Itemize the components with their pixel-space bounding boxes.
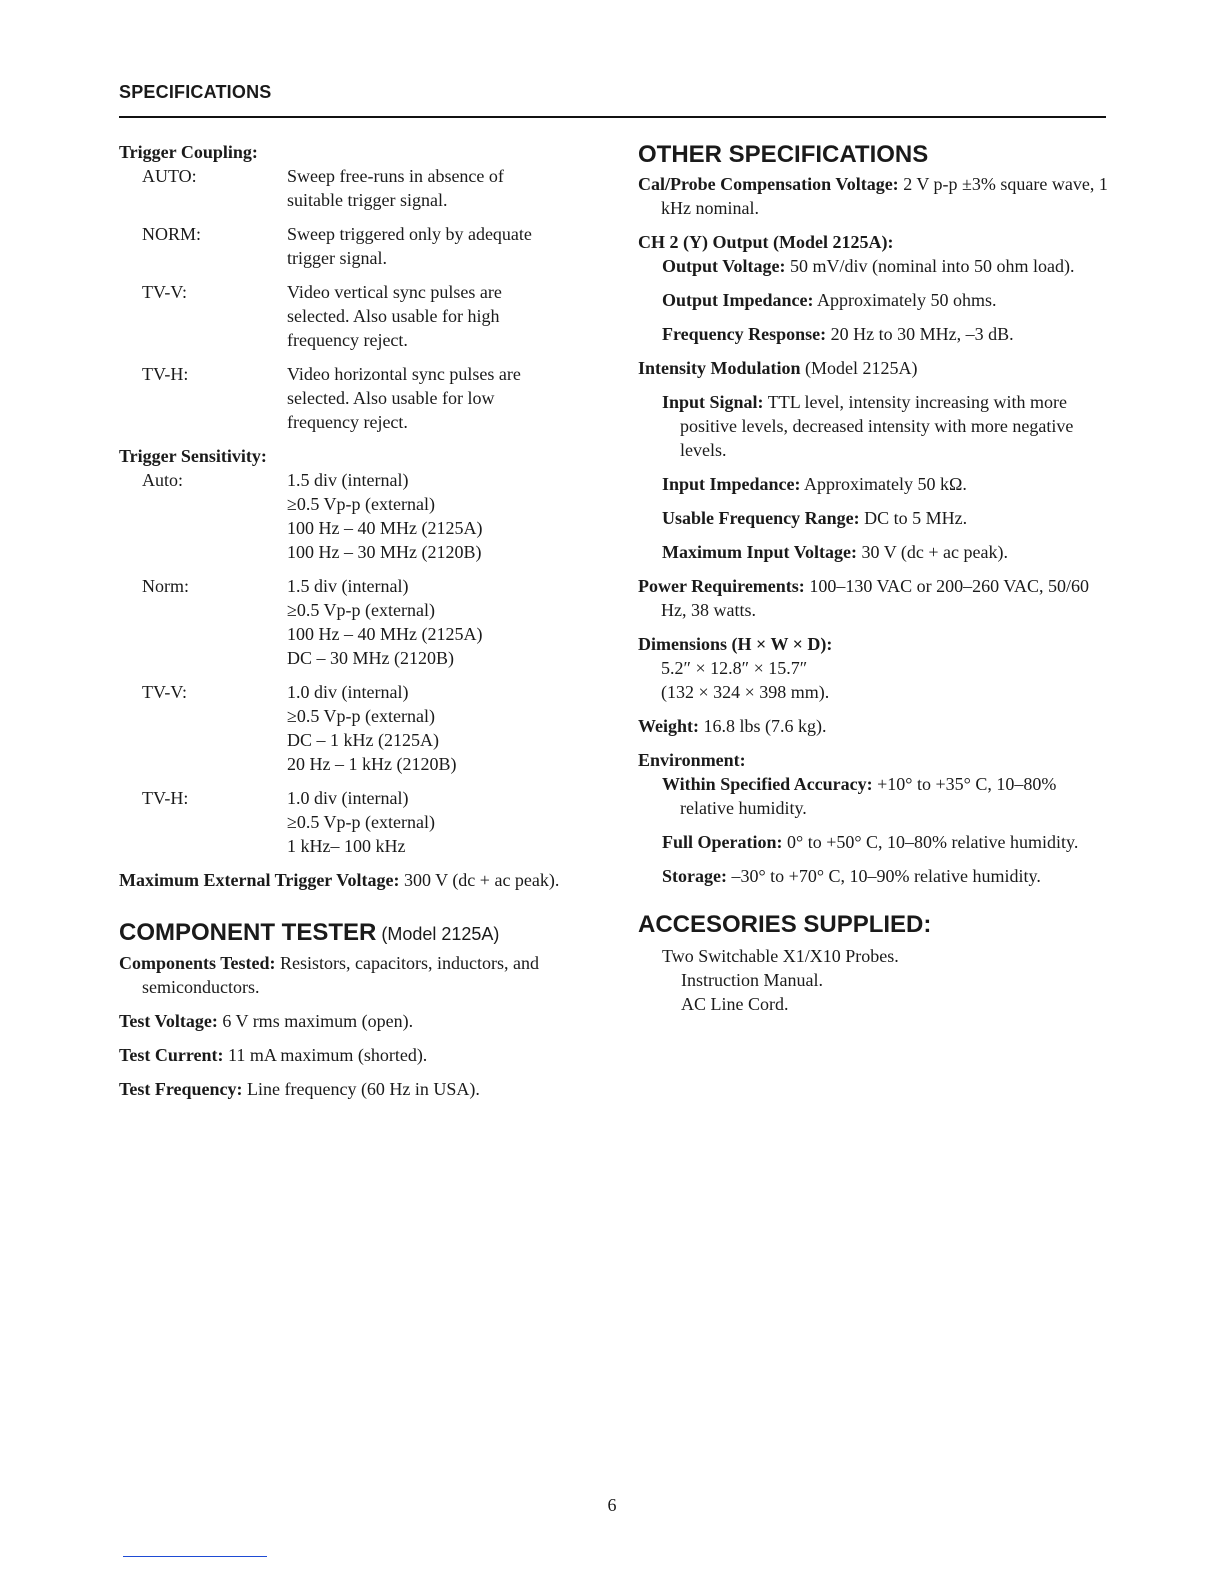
list-item: Two Switchable X1/X10 Probes. bbox=[662, 946, 899, 966]
trigger-sensitivity-section bbox=[119, 444, 599, 858]
row-text bbox=[287, 574, 599, 670]
spec-value: 30 V (dc + ac peak). bbox=[857, 542, 1008, 562]
spec-term: Maximum Input Voltage: bbox=[662, 542, 858, 562]
row-text bbox=[287, 680, 599, 776]
text-line: DC – 1 kHz (2125A) bbox=[287, 730, 439, 750]
component-tester-section bbox=[119, 918, 599, 1101]
text-line: (132 × 324 × 398 mm). bbox=[661, 682, 830, 702]
spec-value: 300 V (dc + ac peak). bbox=[399, 870, 560, 890]
right-column bbox=[638, 140, 1108, 1016]
trigger-sensitivity-row bbox=[119, 786, 599, 858]
trigger-sensitivity-title: Trigger Sensitivity: bbox=[119, 446, 267, 466]
accessories-section bbox=[638, 910, 1108, 1016]
trigger-sensitivity-row bbox=[119, 574, 599, 670]
spec-item bbox=[119, 1043, 599, 1067]
trigger-coupling-row bbox=[119, 280, 599, 352]
trigger-sensitivity-row bbox=[119, 468, 599, 564]
row-text bbox=[287, 362, 599, 434]
trigger-coupling-section bbox=[119, 140, 599, 434]
spec-term: Dimensions (H × W × D): bbox=[638, 634, 833, 654]
weight-spec bbox=[638, 714, 1108, 738]
spec-value: Resistors, capacitors, inductors, and semiconductors. bbox=[142, 953, 539, 997]
header-rule bbox=[119, 116, 1106, 118]
component-tester-title bbox=[119, 918, 599, 949]
text-line: 1.0 div (internal) bbox=[287, 788, 409, 808]
spec-value: 11 mA maximum (shorted). bbox=[223, 1045, 428, 1065]
dimensions-spec bbox=[638, 632, 1108, 704]
row-label: TV-V: bbox=[142, 682, 187, 702]
spec-item bbox=[662, 390, 1108, 462]
spec-term: Test Voltage: bbox=[119, 1011, 218, 1031]
trigger-sensitivity-row bbox=[119, 680, 599, 776]
text-line: ≥0.5 Vp-p (external) bbox=[287, 494, 435, 514]
text-line: Sweep free-runs in absence of bbox=[287, 166, 504, 186]
text-line: 1.5 div (internal) bbox=[287, 576, 409, 596]
page-header: SPECIFICATIONS bbox=[119, 82, 272, 102]
text-line: Video vertical sync pulses are bbox=[287, 282, 502, 302]
spec-value: 6 V rms maximum (open). bbox=[217, 1011, 414, 1031]
ch2-output-items bbox=[638, 254, 1108, 346]
trigger-coupling-row bbox=[119, 362, 599, 434]
text-line: ≥0.5 Vp-p (external) bbox=[287, 812, 435, 832]
spec-item bbox=[662, 540, 1108, 564]
spec-item bbox=[662, 772, 1108, 820]
text-line: 100 Hz – 40 MHz (2125A) bbox=[287, 624, 483, 644]
text-line: ≥0.5 Vp-p (external) bbox=[287, 706, 435, 726]
spec-value: DC to 5 MHz. bbox=[859, 508, 968, 528]
row-label: NORM: bbox=[142, 224, 202, 244]
intensity-modulation-section bbox=[638, 356, 1108, 564]
spec-term: Power Requirements: bbox=[638, 576, 805, 596]
spec-term: Usable Frequency Range: bbox=[662, 508, 860, 528]
spec-term: Weight: bbox=[638, 716, 699, 736]
section-title-text: COMPONENT TESTER bbox=[119, 919, 377, 946]
spec-term: Input Impedance: bbox=[662, 474, 801, 494]
left-column bbox=[119, 140, 599, 1101]
spec-term: Full Operation: bbox=[662, 832, 783, 852]
spec-value: Line frequency (60 Hz in USA). bbox=[242, 1079, 480, 1099]
spec-item bbox=[119, 1077, 599, 1101]
row-label: TV-V: bbox=[142, 282, 187, 302]
spec-item bbox=[662, 288, 1108, 312]
spec-item bbox=[119, 951, 599, 999]
row-label: Norm: bbox=[142, 576, 189, 596]
accessories-title: ACCESORIES SUPPLIED: bbox=[638, 911, 932, 938]
spec-item bbox=[119, 1009, 599, 1033]
text-line: 20 Hz – 1 kHz (2120B) bbox=[287, 754, 457, 774]
footer-rule bbox=[123, 1556, 267, 1557]
spec-value: –30° to +70° C, 10–90% relative humidity. bbox=[726, 866, 1041, 886]
spec-value: 20 Hz to 30 MHz, –3 dB. bbox=[826, 324, 1014, 344]
row-text bbox=[287, 786, 599, 858]
text-line: selected. Also usable for high bbox=[287, 306, 500, 326]
spec-value: 100–130 VAC or 200–260 VAC, 50/60 Hz, 38 watts. bbox=[661, 576, 1090, 620]
text-line: Video horizontal sync pulses are bbox=[287, 364, 521, 384]
list-item: Instruction Manual. bbox=[681, 970, 823, 990]
spec-term: Input Signal: bbox=[662, 392, 764, 412]
spec-term: Components Tested: bbox=[119, 953, 276, 973]
spec-value: 50 mV/div (nominal into 50 ohm load). bbox=[785, 256, 1075, 276]
ch2-output-section bbox=[638, 230, 1108, 346]
spec-term: Storage: bbox=[662, 866, 727, 886]
row-text bbox=[287, 222, 599, 270]
text-line: 1.5 div (internal) bbox=[287, 470, 409, 490]
power-requirements-spec bbox=[638, 574, 1108, 622]
spec-value: 2 V p-p ±3% square wave, 1 kHz nominal. bbox=[661, 174, 1108, 218]
text-line: frequency reject. bbox=[287, 330, 408, 350]
environment-items bbox=[638, 772, 1108, 888]
spec-value: Approximately 50 kΩ. bbox=[800, 474, 967, 494]
list-item: AC Line Cord. bbox=[681, 994, 789, 1014]
spec-value: 0° to +50° C, 10–80% relative humidity. bbox=[782, 832, 1079, 852]
spec-item bbox=[662, 254, 1108, 278]
row-text bbox=[287, 280, 599, 352]
trigger-coupling-title: Trigger Coupling: bbox=[119, 142, 258, 162]
intensity-modulation-items bbox=[638, 390, 1108, 564]
text-line: trigger signal. bbox=[287, 248, 387, 268]
text-line: selected. Also usable for low bbox=[287, 388, 495, 408]
row-label: TV-H: bbox=[142, 788, 189, 808]
text-line: 1.0 div (internal) bbox=[287, 682, 409, 702]
spec-term: Output Impedance: bbox=[662, 290, 814, 310]
trigger-coupling-row bbox=[119, 164, 599, 212]
other-specifications-title: OTHER SPECIFICATIONS bbox=[638, 141, 929, 168]
environment-section bbox=[638, 748, 1108, 888]
text-line: 100 Hz – 40 MHz (2125A) bbox=[287, 518, 483, 538]
text-line: 5.2″ × 12.8″ × 15.7″ bbox=[661, 658, 808, 678]
text-line: Sweep triggered only by adequate bbox=[287, 224, 532, 244]
row-label: AUTO: bbox=[142, 166, 197, 186]
spec-term: Within Specified Accuracy: bbox=[662, 774, 873, 794]
row-text bbox=[287, 164, 599, 212]
row-label: Auto: bbox=[142, 470, 184, 490]
row-label: TV-H: bbox=[142, 364, 189, 384]
section-title-note: (Model 2125A) bbox=[376, 924, 500, 944]
max-external-trigger-voltage bbox=[119, 868, 599, 892]
spec-term: Output Voltage: bbox=[662, 256, 786, 276]
spec-value: +10° to +35° C, 10–80% relative humidity. bbox=[680, 774, 1057, 818]
accessories-list bbox=[638, 944, 1108, 1016]
cal-probe-spec bbox=[638, 172, 1108, 220]
spec-term: Maximum External Trigger Voltage: bbox=[119, 870, 400, 890]
text-line: 100 Hz – 30 MHz (2120B) bbox=[287, 542, 482, 562]
spec-value: TTL level, intensity increasing with more positive levels, decreased intensity with more negative levels. bbox=[680, 392, 1074, 460]
trigger-coupling-row bbox=[119, 222, 599, 270]
spec-term: Test Frequency: bbox=[119, 1079, 243, 1099]
text-line: 1 kHz– 100 kHz bbox=[287, 836, 406, 856]
spec-term: Cal/Probe Compensation Voltage: bbox=[638, 174, 899, 194]
text-line: DC – 30 MHz (2120B) bbox=[287, 648, 454, 668]
text-line: suitable trigger signal. bbox=[287, 190, 448, 210]
spec-value: Approximately 50 ohms. bbox=[813, 290, 997, 310]
spec-item bbox=[662, 864, 1108, 888]
page-number: 6 bbox=[607, 1495, 617, 1515]
spec-item bbox=[662, 472, 1108, 496]
spec-value: (Model 2125A) bbox=[800, 358, 918, 378]
row-text bbox=[287, 468, 599, 564]
spec-value: 16.8 lbs (7.6 kg). bbox=[699, 716, 827, 736]
text-line: frequency reject. bbox=[287, 412, 408, 432]
spec-term: Environment: bbox=[638, 750, 746, 770]
spec-term: Test Current: bbox=[119, 1045, 224, 1065]
spec-term: Intensity Modulation bbox=[638, 358, 801, 378]
spec-item bbox=[662, 322, 1108, 346]
spec-item bbox=[662, 506, 1108, 530]
text-line: ≥0.5 Vp-p (external) bbox=[287, 600, 435, 620]
spec-term: Frequency Response: bbox=[662, 324, 827, 344]
spec-term: CH 2 (Y) Output (Model 2125A): bbox=[638, 232, 894, 252]
spec-item bbox=[662, 830, 1108, 854]
